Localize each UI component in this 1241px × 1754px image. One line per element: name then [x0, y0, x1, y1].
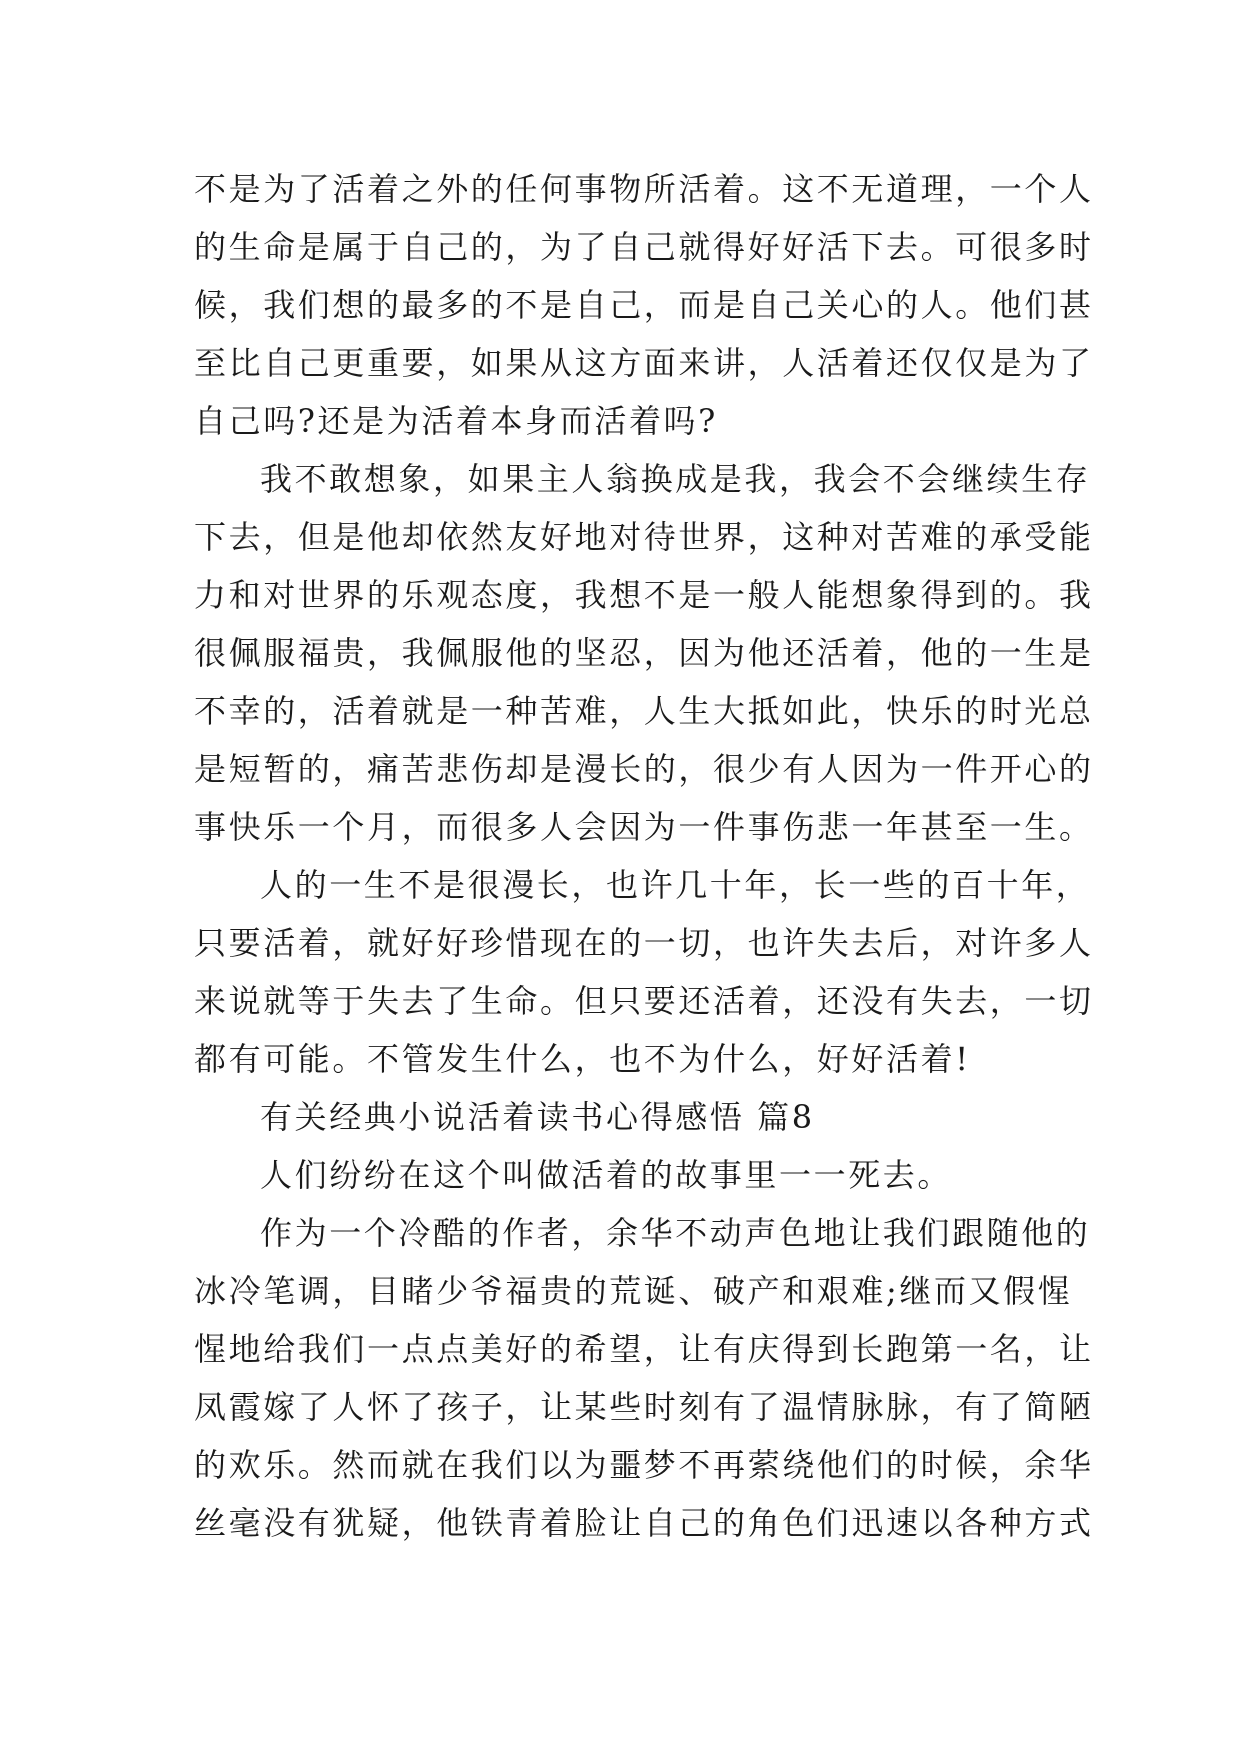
text-line: 只要活着，就好好珍惜现在的一切，也许失去后，对许多人: [194, 924, 1094, 962]
text-line: 很佩服福贵，我佩服他的坚忍，因为他还活着，他的一生是: [194, 634, 1094, 672]
text-line: 是短暂的，痛苦悲伤却是漫长的，很少有人因为一件开心的: [194, 750, 1094, 788]
text-line: 的欢乐。然而就在我们以为噩梦不再萦绕他们的时候，余华: [194, 1446, 1094, 1484]
text-line: 都有可能。不管发生什么，也不为什么，好好活着!: [194, 1040, 971, 1078]
text-line: 至比自己更重要，如果从这方面来讲，人活着还仅仅是为了: [194, 344, 1094, 382]
text-line: 下去，但是他却依然友好地对待世界，这种对苦难的承受能: [194, 518, 1094, 556]
text-line: 来说就等于失去了生命。但只要还活着，还没有失去，一切: [194, 982, 1094, 1020]
text-line: 不幸的，活着就是一种苦难，人生大抵如此，快乐的时光总: [194, 692, 1094, 730]
text-line: 的生命是属于自己的，为了自己就得好好活下去。可很多时: [194, 228, 1094, 266]
text-line: 自己吗?还是为活着本身而活着吗?: [194, 402, 718, 440]
paragraph-first-line: 人们纷纷在这个叫做活着的故事里一一死去。: [260, 1156, 953, 1194]
text-line: 惺地给我们一点点美好的希望，让有庆得到长跑第一名，让: [194, 1330, 1094, 1368]
paragraph-first-line: 人的一生不是很漫长，也许几十年，长一些的百十年，: [260, 866, 1091, 904]
text-line: 凤霞嫁了人怀了孩子，让某些时刻有了温情脉脉，有了简陋: [194, 1388, 1094, 1426]
text-line: 事快乐一个月，而很多人会因为一件事伤悲一年甚至一生。: [194, 808, 1094, 846]
text-line: 冰冷笔调，目睹少爷福贵的荒诞、破产和艰难;继而又假惺: [194, 1272, 1073, 1310]
text-line: 候，我们想的最多的不是自己，而是自己关心的人。他们甚: [194, 286, 1094, 324]
text-line: 力和对世界的乐观态度，我想不是一般人能想象得到的。我: [194, 576, 1094, 614]
paragraph-first-line: 作为一个冷酷的作者，余华不动声色地让我们跟随他的: [260, 1214, 1091, 1252]
text-line: 不是为了活着之外的任何事物所活着。这不无道理，一个人: [194, 170, 1094, 208]
section-heading: 有关经典小说活着读书心得感悟 篇8: [260, 1098, 815, 1136]
paragraph-first-line: 我不敢想象，如果主人翁换成是我，我会不会继续生存: [260, 460, 1091, 498]
text-line: 丝毫没有犹疑，他铁青着脸让自己的角色们迅速以各种方式: [194, 1504, 1094, 1542]
body-text: [194, 160, 1094, 1552]
